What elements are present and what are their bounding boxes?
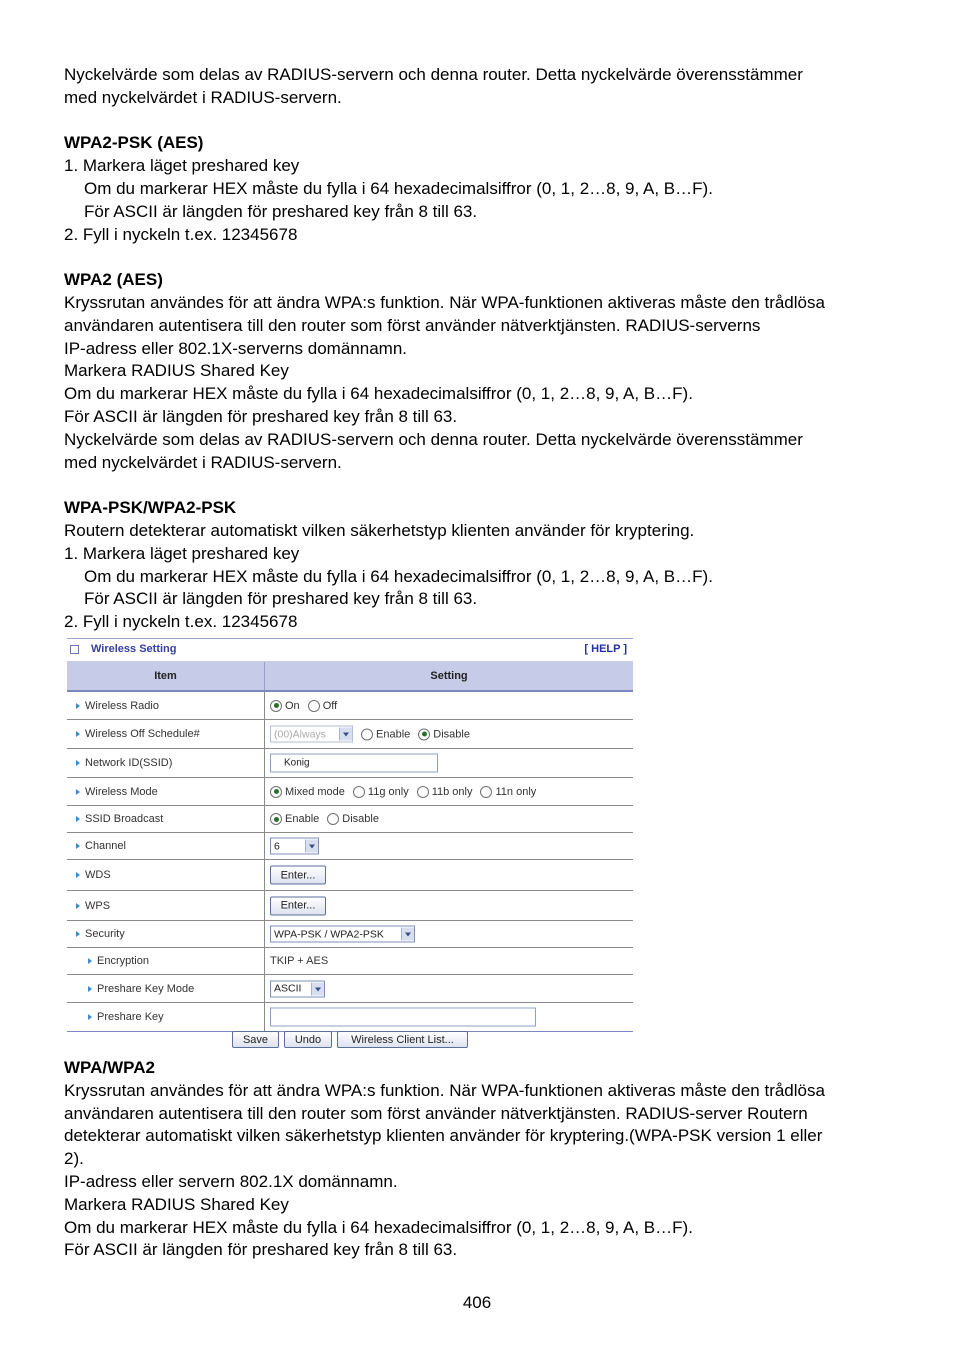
table-row	[67, 891, 633, 921]
radio-disable[interactable]	[418, 728, 430, 740]
text-line: med nyckelvärdet i RADIUS-servern.	[64, 452, 342, 472]
table-header	[67, 662, 633, 692]
text-line: Om du markerar HEX måste du fylla i 64 hexadecimalsiffror (0, 1, 2…8, 9, A, B…F).	[84, 178, 713, 198]
text-line: Kryssrutan användes för att ändra WPA:s funktion. När WPA-funktionen aktiveras måste den trådlösa	[64, 292, 825, 312]
row-label: Encryption	[97, 955, 149, 967]
text-line: 2. Fyll i nyckeln t.ex. 12345678	[64, 224, 298, 244]
text-line: 1. Markera läget preshared key	[64, 543, 300, 563]
table-row	[67, 806, 633, 833]
security-select[interactable]	[270, 926, 415, 943]
arrow-right-icon	[76, 903, 80, 909]
key-mode-select[interactable]	[270, 980, 325, 997]
text-line: användaren autentisera till den router som först använder nätverktjänsten. RADIUS-serverns	[64, 315, 761, 335]
text-line: med nyckelvärdet i RADIUS-servern.	[64, 87, 342, 107]
settings-table	[67, 662, 633, 1032]
row-label: Preshare Key Mode	[97, 982, 195, 995]
text-line: Om du markerar HEX måste du fylla i 64 hexadecimalsiffror (0, 1, 2…8, 9, A, B…F).	[84, 566, 713, 586]
table-row	[67, 720, 633, 749]
wireless-setting-titlebar	[67, 638, 633, 662]
document-body-lower	[64, 1057, 890, 1262]
radio-enable[interactable]	[361, 728, 373, 740]
radio-label: 11b only	[431, 785, 473, 798]
arrow-right-icon	[76, 816, 80, 822]
help-link[interactable]: [ HELP ]	[584, 643, 627, 655]
table-row	[67, 833, 633, 860]
table-row	[67, 948, 633, 975]
section-heading-wpa2-psk: WPA2-PSK (AES)	[64, 133, 204, 153]
text-line: För ASCII är längden för preshared key från 8 till 63.	[64, 1240, 458, 1260]
radio-broadcast-disable[interactable]	[327, 813, 339, 825]
text-line: 1. Markera läget preshared key	[64, 156, 300, 176]
row-label: Channel	[85, 840, 126, 852]
arrow-right-icon	[76, 931, 80, 937]
encryption-value: TKIP + AES	[270, 955, 329, 967]
row-label: WDS	[85, 869, 111, 881]
window-icon	[70, 645, 79, 654]
radio-label: Enable	[285, 813, 320, 825]
select-value: ASCII	[274, 982, 302, 995]
arrow-right-icon	[76, 872, 80, 878]
text-line: För ASCII är längden för preshared key från 8 till 63.	[84, 589, 478, 609]
text-line: Routern detekterar automatiskt vilken säkerhetstyp klienten använder för kryptering.	[64, 520, 695, 540]
save-button[interactable]: Save	[232, 1031, 279, 1048]
arrow-right-icon	[76, 760, 80, 766]
radio-label: Disable	[342, 813, 379, 825]
text-line: 2. Fyll i nyckeln t.ex. 12345678	[64, 612, 298, 632]
text-line: Om du markerar HEX måste du fylla i 64 hexadecimalsiffror (0, 1, 2…8, 9, A, B…F).	[64, 384, 693, 404]
text-line: användaren autentisera till den router som först använder nätverktjänsten. RADIUS-server Routern	[64, 1103, 808, 1123]
text-line: Nyckelvärde som delas av RADIUS-servern och denna router. Detta nyckelvärde överensstämmer	[64, 65, 803, 84]
col-setting: Setting	[430, 670, 468, 682]
text-line: IP-adress eller 802.1X-serverns domännamn.	[64, 338, 407, 358]
chevron-down-icon	[401, 928, 414, 941]
radio-label: Off	[322, 699, 338, 712]
wireless-setting-screenshot	[67, 638, 634, 1054]
radio-label: Mixed mode	[285, 785, 345, 798]
radio-11n-only[interactable]	[480, 786, 492, 798]
page-number: 406	[462, 1293, 492, 1312]
table-row	[67, 921, 633, 948]
chevron-down-icon	[339, 728, 352, 741]
row-label: Network ID(SSID)	[85, 757, 173, 769]
text-line: Om du markerar HEX måste du fylla i 64 hexadecimalsiffror (0, 1, 2…8, 9, A, B…F).	[64, 1217, 693, 1237]
section-heading-wpa-wpa2: WPA/WPA2	[64, 1058, 155, 1077]
wds-enter-button[interactable]: Enter...	[270, 866, 326, 885]
radio-label: On	[285, 699, 300, 712]
preshare-key-input[interactable]	[270, 1008, 536, 1027]
radio-broadcast-enable[interactable]	[270, 813, 282, 825]
schedule-select[interactable]	[270, 726, 353, 743]
text-line: Kryssrutan användes för att ändra WPA:s funktion. När WPA-funktionen aktiveras måste den trådlösa	[64, 1080, 825, 1100]
radio-11g-only[interactable]	[353, 786, 365, 798]
text-line: Markera RADIUS Shared Key	[64, 361, 289, 381]
undo-button[interactable]: Undo	[284, 1031, 332, 1048]
section-heading-wpa-psk-wpa2-psk: WPA-PSK/WPA2-PSK	[64, 498, 237, 518]
text-line: För ASCII är längden för preshared key från 8 till 63.	[64, 406, 458, 426]
arrow-right-icon	[76, 843, 80, 849]
arrow-right-icon	[76, 731, 80, 737]
radio-11b-only[interactable]	[417, 786, 429, 798]
arrow-right-icon	[76, 703, 80, 709]
text-line: 2).	[64, 1149, 84, 1169]
table-row	[67, 778, 633, 806]
select-value: WPA-PSK / WPA2-PSK	[274, 928, 384, 940]
document-body	[64, 64, 890, 634]
table-row	[67, 860, 633, 891]
radio-off[interactable]	[308, 700, 320, 712]
arrow-right-icon	[76, 789, 80, 795]
wps-enter-button[interactable]: Enter...	[270, 896, 326, 915]
wireless-setting-title: Wireless Setting	[91, 643, 177, 655]
wireless-client-list-button[interactable]: Wireless Client List...	[337, 1031, 468, 1048]
row-label: SSID Broadcast	[85, 813, 164, 825]
table-row	[67, 749, 633, 778]
ssid-input[interactable]: Konig	[270, 754, 438, 773]
table-row	[67, 1003, 633, 1032]
radio-on[interactable]	[270, 700, 282, 712]
table-row	[67, 692, 633, 720]
text-line: Markera RADIUS Shared Key	[64, 1194, 289, 1214]
arrow-right-icon	[88, 958, 92, 964]
form-buttons	[232, 1031, 468, 1048]
text-line: detekterar automatiskt vilken säkerhetstyp klienten använder för kryptering.(WPA-PSK version 1 eller	[64, 1126, 823, 1146]
section-heading-wpa2: WPA2 (AES)	[64, 270, 163, 290]
radio-label: 11n only	[495, 785, 537, 798]
radio-label: 11g only	[367, 785, 409, 798]
text-line: Nyckelvärde som delas av RADIUS-servern och denna router. Detta nyckelvärde överensstämmer	[64, 429, 803, 449]
row-label: Preshare Key	[97, 1011, 164, 1023]
radio-mixed-mode[interactable]	[270, 786, 282, 798]
channel-select[interactable]	[270, 838, 319, 855]
row-label: Wireless Radio	[85, 699, 159, 712]
row-label: Wireless Mode	[85, 785, 158, 798]
row-label: Wireless Off Schedule#	[85, 728, 200, 740]
chevron-down-icon	[305, 840, 318, 853]
select-value: 6	[274, 840, 280, 852]
row-label: WPS	[85, 899, 111, 912]
text-line: IP-adress eller servern 802.1X domännamn.	[64, 1171, 398, 1191]
chevron-down-icon	[311, 982, 324, 995]
radio-label: Disable	[433, 728, 470, 740]
radio-label: Enable	[376, 728, 411, 740]
text-line: För ASCII är längden för preshared key från 8 till 63.	[84, 201, 478, 221]
select-value: (00)Always	[274, 728, 326, 740]
arrow-right-icon	[88, 1014, 92, 1020]
table-row	[67, 975, 633, 1003]
col-item: Item	[154, 670, 177, 682]
row-label: Security	[85, 928, 125, 940]
arrow-right-icon	[88, 986, 92, 992]
